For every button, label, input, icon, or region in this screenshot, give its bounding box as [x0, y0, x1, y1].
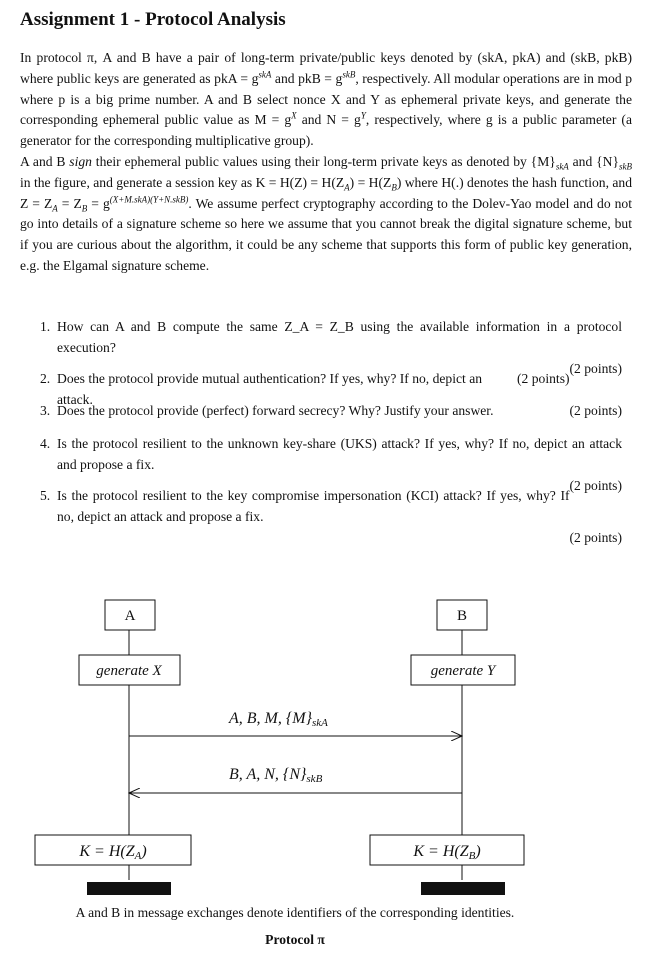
intro-p2e: ) = H(Z: [349, 174, 392, 190]
question-points: (2 points): [517, 371, 570, 386]
intro-p2c: and {N}: [568, 153, 619, 169]
generate-y-label: generate Y: [430, 663, 496, 679]
sub-a1: A: [344, 182, 350, 193]
key-a-text: K = H(Z: [79, 843, 135, 860]
protocol-diagram: [0, 580, 658, 900]
question-number: 1.: [40, 319, 51, 334]
intro-p2d: in the figure, and generate a session key as K = H(Z) = H(Z: [20, 174, 345, 190]
intro-p1b: and pkB = g: [271, 70, 343, 86]
question-text: How can A and B compute the same Z_A = Z_B using the available information in a protocol execution?: [57, 319, 622, 355]
intro-p2b: their ephemeral public values using their long-term private keys as denoted by {M}: [91, 153, 556, 169]
sub-b2: B: [81, 203, 88, 214]
intro-p2a: A and B: [20, 153, 70, 169]
question-text: Is the protocol resilient to the unknown key-share (UKS) attack? If yes, why? If no, depict an attack and propose a fix.: [57, 436, 622, 472]
question-text: Does the protocol provide (perfect) forward secrecy? Why? Justify your answer.: [57, 403, 494, 418]
exp-y: Y: [360, 110, 366, 121]
question-text: Is the protocol resilient to the key compromise impersonation (KCI) attack? If yes, why? If no, depict an attack and propose a fix.: [57, 488, 570, 524]
sub-b1: B: [391, 182, 397, 193]
question-list: [40, 316, 622, 548]
question-number: 4.: [40, 436, 51, 451]
question-number: 5.: [40, 488, 51, 503]
intro-p1d: and N = g: [296, 112, 361, 128]
key-b-text: K = H(Z: [413, 843, 469, 860]
key-a-sub: A: [134, 850, 142, 862]
exp-z: (X+M.skA)(Y+N.skB): [109, 194, 189, 205]
terminator-b: [421, 882, 505, 895]
key-a-close: ): [141, 843, 147, 860]
question-points: (2 points): [569, 403, 622, 418]
question-item: [40, 400, 622, 433]
intro-p2f: ) where H(.) denotes the hash function, and Z = Z: [20, 174, 633, 211]
exp-ska: skA: [258, 69, 272, 80]
sub-a2: A: [52, 203, 58, 214]
question-item: [40, 316, 622, 376]
question-points: (2 points): [569, 478, 622, 493]
question-item: [40, 433, 622, 493]
message-1-sub: skA: [312, 717, 328, 729]
message-1-label: [228, 710, 328, 729]
question-item: [40, 368, 622, 407]
message-2-sub: skB: [306, 773, 323, 785]
question-number: 2.: [40, 371, 51, 386]
party-a-label: A: [124, 608, 136, 624]
intro-paragraph: [20, 48, 632, 277]
generate-x-label: generate X: [96, 663, 162, 679]
intro-p2h: = g: [87, 195, 110, 211]
key-b-close: ): [475, 843, 481, 860]
key-b-sub: B: [468, 850, 476, 862]
intro-p1c: , respectively. All modular operations are in mod p where p is a big prime number. A and B select nonce X and Y as ephemeral private keys, and generate the corresponding ephemeral public value as M = g: [20, 70, 632, 128]
sub-ska: skA: [555, 161, 569, 172]
message-1-text: A, B, M, {M}: [229, 710, 312, 727]
exp-x: X: [291, 110, 297, 121]
intro-sign-word: sign: [69, 153, 92, 169]
terminator-a: [87, 882, 171, 895]
diagram-caption: A and B in message exchanges denote identifiers of the corresponding identities.: [75, 905, 515, 920]
question-points: (2 points): [569, 361, 622, 376]
message-2-text: B, A, N, {N}: [229, 766, 307, 783]
page-title: Assignment 1 - Protocol Analysis: [20, 9, 286, 30]
message-2-label: [229, 766, 323, 785]
exp-skb: skB: [342, 69, 356, 80]
sub-skb: skB: [619, 161, 632, 172]
party-b-label: B: [456, 608, 468, 624]
question-number: 3.: [40, 403, 51, 418]
question-item: [40, 485, 622, 545]
protocol-label: Protocol π: [265, 932, 325, 947]
intro-p1e: , respectively, where g is a public parameter (a generator for the corresponding multiplicative group).: [20, 112, 632, 149]
intro-p2i: . We assume perfect cryptography according to the Dolev-Yao model and do not go into details of a signature scheme so here we assume that you cannot break the digital signature scheme, but if you are curious about the algorithm, it could be any scheme that supports this form of public key generation, e.g. the Elgamal signature scheme.: [20, 195, 632, 273]
question-points: (2 points): [569, 530, 622, 545]
intro-p2g: = Z: [57, 195, 82, 211]
intro-p1: In protocol π, A and B have a pair of long-term private/public keys denoted by (skA, pkA) and (skB, pkB) where public keys are generated as pkA = g: [20, 50, 632, 86]
question-text: Does the protocol provide mutual authentication? If yes, why? If no, depict an attack.: [57, 371, 483, 407]
